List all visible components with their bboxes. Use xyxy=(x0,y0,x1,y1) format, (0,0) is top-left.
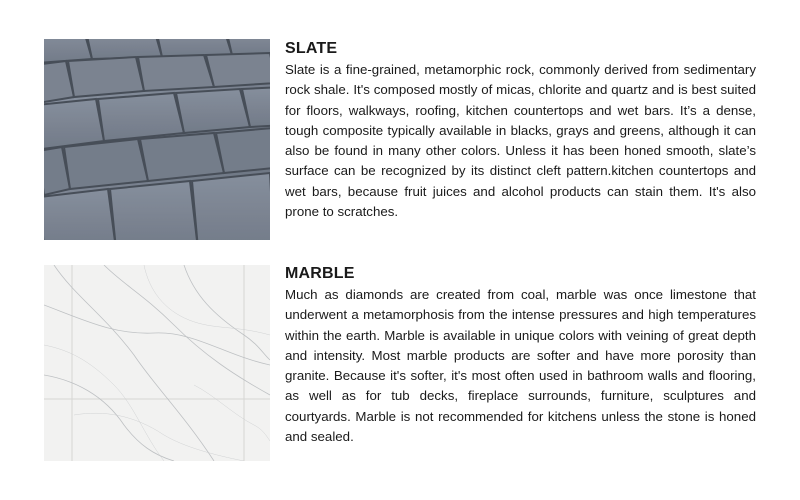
marble-tiles-illustration xyxy=(44,265,270,461)
slate-text xyxy=(285,39,756,222)
marble-image xyxy=(44,265,270,461)
section-body: Slate is a fine-grained, metamorphic rock, commonly derived from sedimentary rock shale. It's composed mostly of micas, chlorite and quartz and is best suited for floors, walkways, roofing, kitchen countertops and wet bars. It’s a dense, tough composite typically available in blacks, grays and greens, although it can also be found in many other colors. Unless it has been honed smooth, slate’s surface can be recognized by its distinct cleft pattern.kitchen countertops and wet bars, because fruit juices and alcohol products can stain them. It's also prone to scratches. xyxy=(285,62,756,220)
section-title: SLATE xyxy=(285,40,338,57)
slate-image xyxy=(44,39,270,240)
slate-tiles-illustration xyxy=(44,39,270,240)
section-title: MARBLE xyxy=(285,265,355,282)
section-body: Much as diamonds are created from coal, marble was once limestone that underwent a metamorphosis from the intense pressures and high temperatures within the earth. Marble is available in unique colors with veining of great depth and intensity. Most marble products are softer and have more porosity than granite. Because it's softer, it's most often used in bathroom walls and flooring, as well as for tub decks, fireplace surrounds, furniture, sculptures and courtyards. Marble is not recommended for kitchens unless the stone is honed and sealed. xyxy=(285,287,756,445)
marble-text xyxy=(285,264,756,447)
